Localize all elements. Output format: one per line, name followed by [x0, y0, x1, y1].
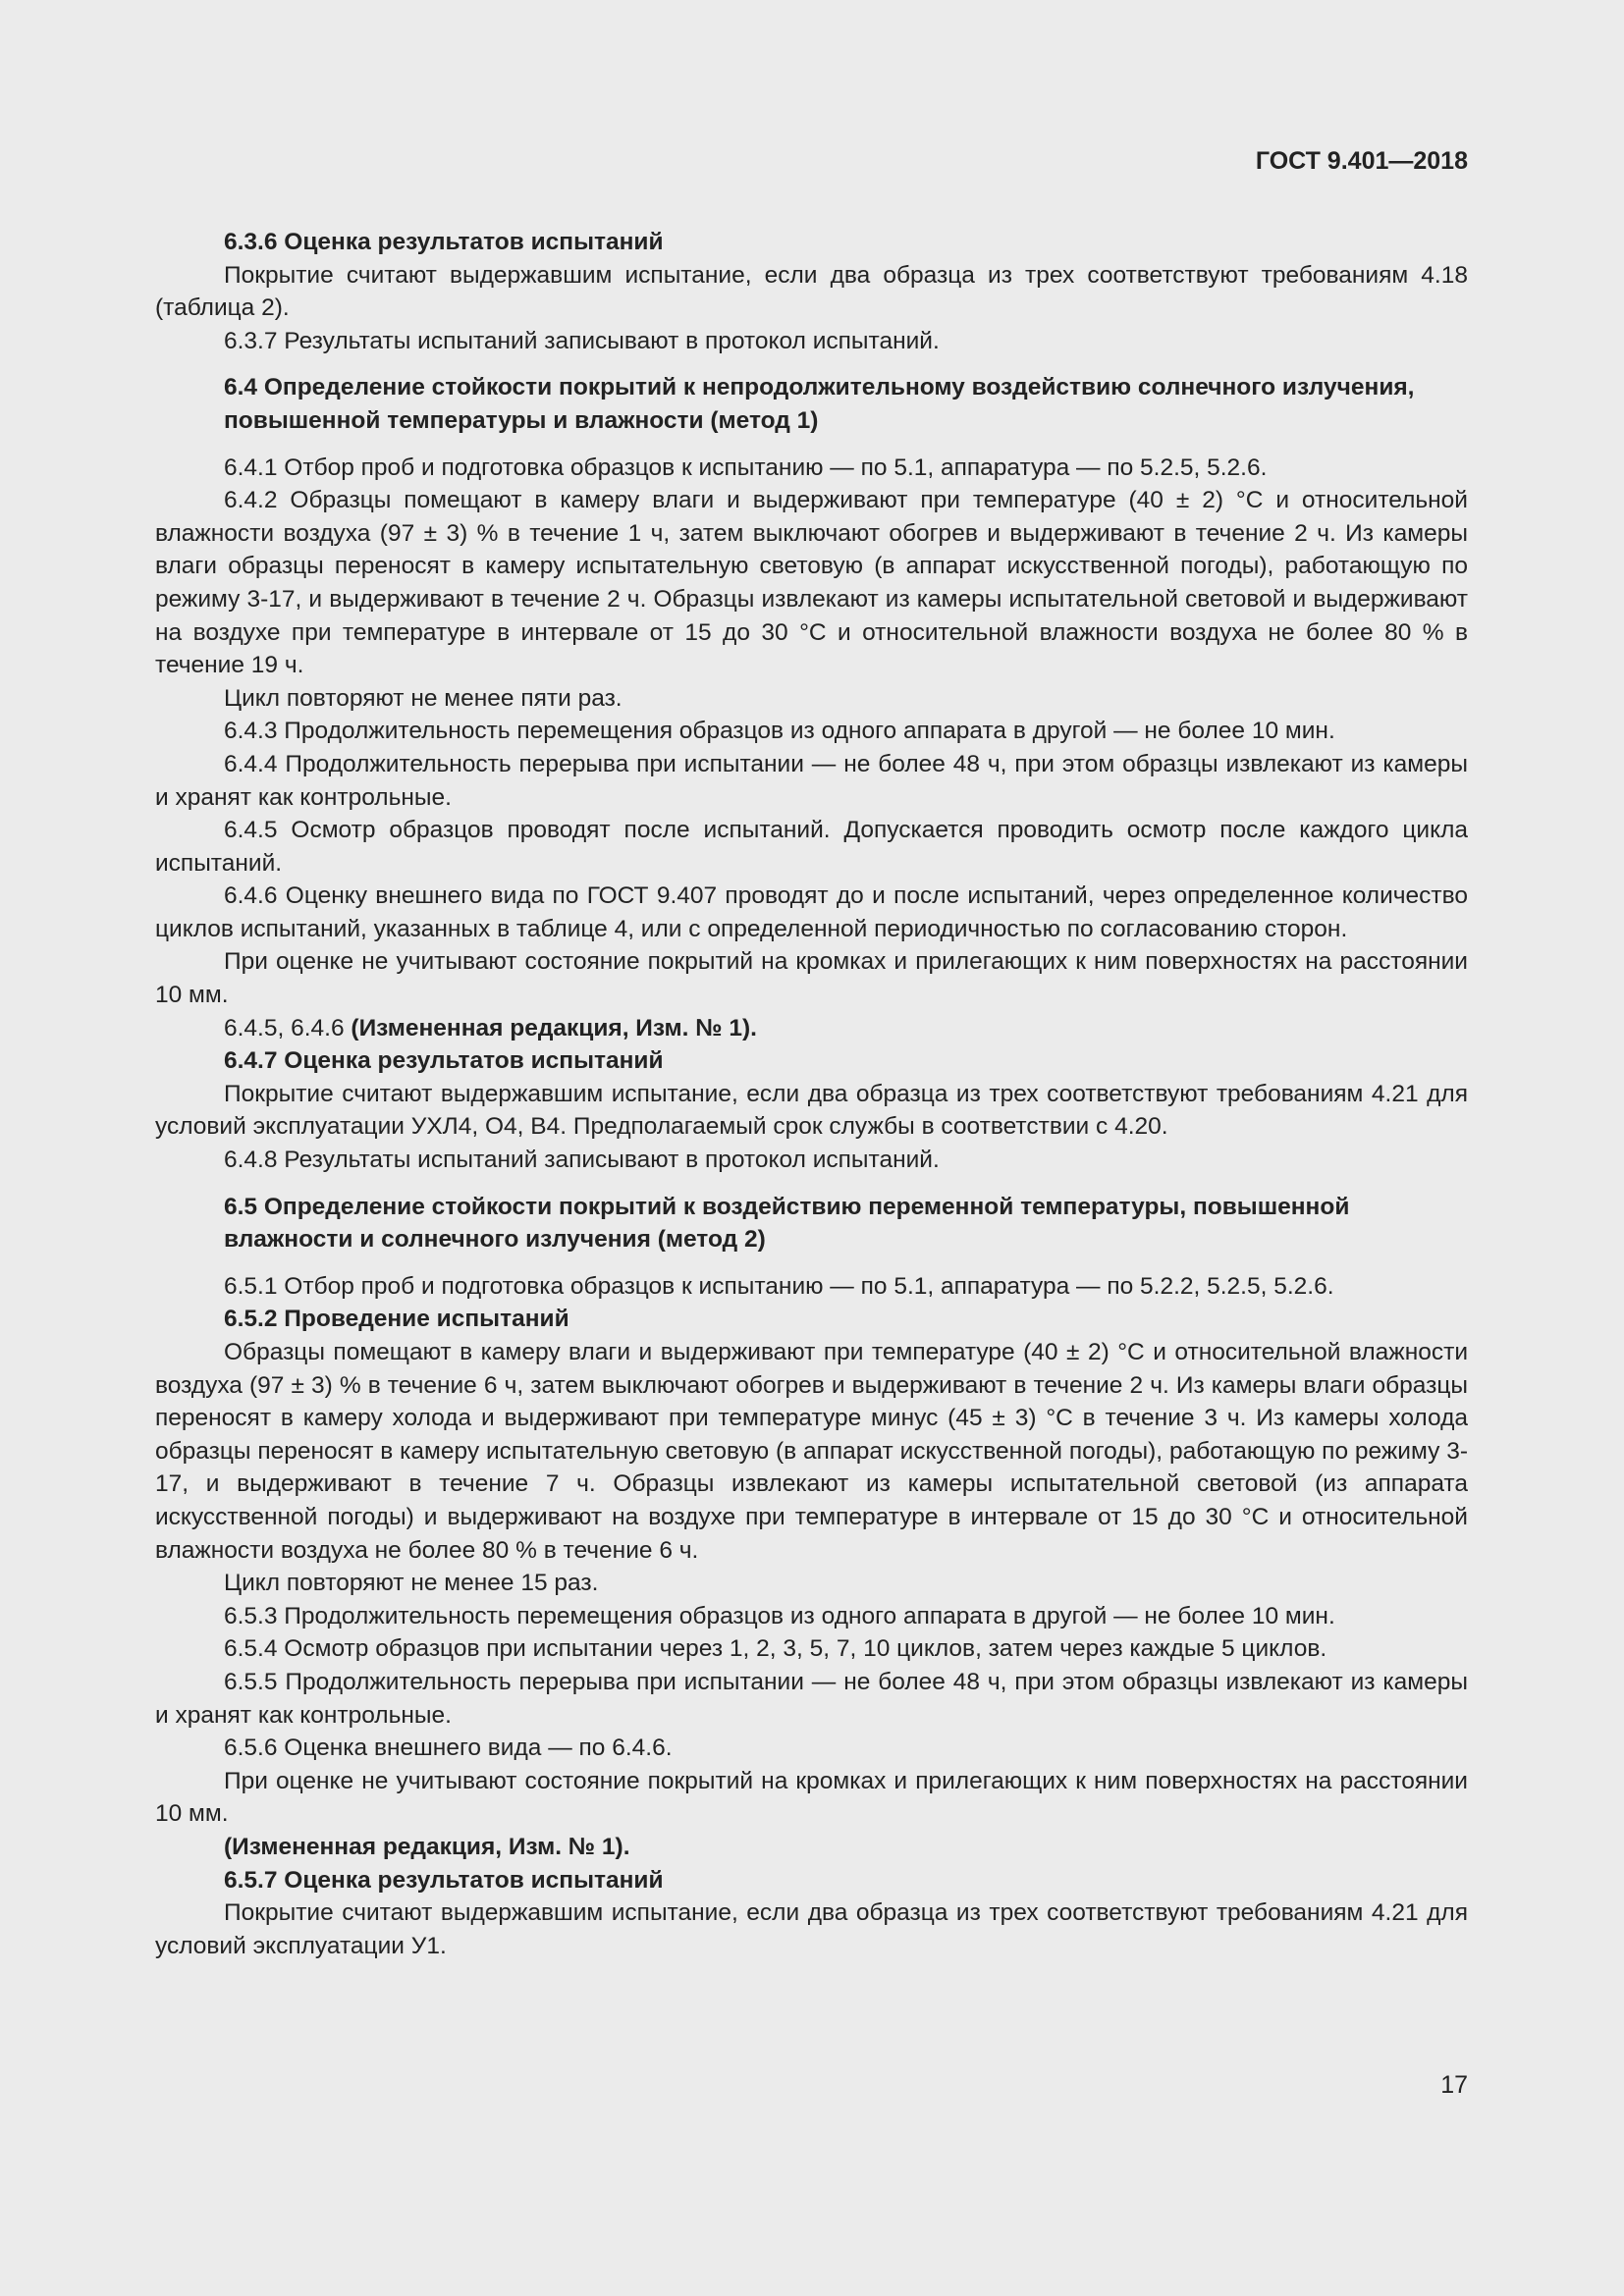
- paragraph: 6.4.5 Осмотр образцов проводят после испытаний. Допускается проводить осмотр после каждого цикла испытаний.: [155, 817, 1468, 877]
- paragraph: 6.5.1 Отбор проб и подготовка образцов к испытанию — по 5.1, аппаратура — по 5.2.2, 5.2.5, 5.2.6.: [224, 1272, 1334, 1300]
- spacer: [155, 1177, 1468, 1191]
- paragraph: 6.4.3 Продолжительность перемещения образцов из одного аппарата в другой — не более 10 мин.: [224, 718, 1335, 745]
- amendment-text: (Измененная редакция, Изм. № 1).: [351, 1014, 757, 1041]
- standard-code-header: ГОСТ 9.401—2018: [1255, 147, 1468, 175]
- paragraph: 6.5.6 Оценка внешнего вида — по 6.4.6.: [224, 1735, 673, 1762]
- amendment-note: [155, 1831, 1468, 1864]
- paragraph: Образцы помещают в камеру влаги и выдерживают при температуре (40 ± 2) °С и относительной влажности воздуха (97 ± 3) % в течение 6 ч, затем выключают обогрев и выдерживают в течение 2 ч. Из камеры влаги образцы переносят в камеру холода и выдерживают при температуре минус (45 ± 3) °С в течение 3 ч. Из камеры холода образцы переносят в камеру испытательную световую (в аппарат искусственной погоды), работающую по режиму 3-17, и выдерживают в течение 7 ч. Образцы извлекают из камеры испытательной световой (из аппарата искусственной погоды) и выдерживают на воздухе при температуре в интервале от 15 до 30 °С и относительной влажности воздуха не более 80 % в течение 6 ч.: [155, 1339, 1468, 1564]
- paragraph: 6.4.2 Образцы помещают в камеру влаги и выдерживают при температуре (40 ± 2) °С и относительной влажности воздуха (97 ± 3) % в течение 1 ч, затем выключают обогрев и выдерживают в течение 2 ч. Из камеры влаги образцы переносят в камеру испытательную световую (в аппарат искусственной погоды), работающую по режиму 3-17, и выдерживают в течение 2 ч. Образцы извлекают из камеры испытательной световой и выдерживают на воздухе при температуре в интервале от 15 до 30 °С и относительной влажности воздуха не более 80 % в течение 19 ч.: [155, 487, 1468, 679]
- paragraph: При оценке не учитывают состояние покрытий на кромках и прилегающих к ним поверхностях на расстоянии 10 мм.: [155, 948, 1468, 1009]
- paragraph: 6.4.6 Оценку внешнего вида по ГОСТ 9.407 проводят до и после испытаний, через определенное количество циклов испытаний, указанных в таблице 4, или с определенной периодичностью по согласованию сторон.: [155, 882, 1468, 942]
- paragraph: 6.5.4 Осмотр образцов при испытании через 1, 2, 3, 5, 7, 10 циклов, затем через каждые 5 циклов.: [224, 1635, 1327, 1663]
- subheading-6-3-6: 6.3.6 Оценка результатов испытаний: [224, 229, 664, 255]
- paragraph: Покрытие считают выдержавшим испытание, если два образца из трех соответствуют требованиям 4.21 для условий эксплуатации У1.: [155, 1899, 1468, 1959]
- paragraph: Покрытие считают выдержавшим испытание, если два образца из трех соответствуют требованиям 4.18 (таблица 2).: [155, 261, 1468, 322]
- paragraph: 6.4.1 Отбор проб и подготовка образцов к испытанию — по 5.1, аппаратура — по 5.2.5, 5.2.6.: [224, 454, 1268, 481]
- amendment-note: [155, 1012, 1468, 1045]
- amendment-text: (Измененная редакция, Изм. № 1).: [224, 1833, 630, 1860]
- paragraph: 6.4.8 Результаты испытаний записывают в протокол испытаний.: [224, 1147, 940, 1174]
- spacer: [155, 438, 1468, 452]
- paragraph: При оценке не учитывают состояние покрытий на кромках и прилегающих к ним поверхностях на расстоянии 10 мм.: [155, 1767, 1468, 1828]
- paragraph: Покрытие считают выдержавшим испытание, если два образца из трех соответствуют требованиям 4.21 для условий эксплуатации УХЛ4, О4, В4. Предполагаемый срок службы в соответствии с 4.20.: [155, 1080, 1468, 1141]
- paragraph: Цикл повторяют не менее пяти раз.: [224, 684, 623, 712]
- subheading-6-5-2: 6.5.2 Проведение испытаний: [224, 1306, 569, 1333]
- paragraph: 6.5.3 Продолжительность перемещения образцов из одного аппарата в другой — не более 10 мин.: [224, 1602, 1335, 1629]
- spacer: [155, 357, 1468, 371]
- paragraph: 6.4.4 Продолжительность перерыва при испытании — не более 48 ч, при этом образцы извлекают из камеры и хранят как контрольные.: [155, 750, 1468, 811]
- page-number: 17: [1440, 2071, 1468, 2099]
- paragraph: 6.5.5 Продолжительность перерыва при испытании — не более 48 ч, при этом образцы извлекают из камеры и хранят как контрольные.: [155, 1668, 1468, 1729]
- subheading-6-4-7: 6.4.7 Оценка результатов испытаний: [224, 1047, 664, 1075]
- paragraph: Цикл повторяют не менее 15 раз.: [224, 1570, 599, 1597]
- section-heading-6-4: 6.4 Определение стойкости покрытий к непродолжительному воздействию солнечного излучения, повышенной температуры и влажности (метод 1): [224, 374, 1415, 434]
- document-body: [155, 226, 1468, 1962]
- spacer: [155, 1256, 1468, 1270]
- subheading-6-5-7: 6.5.7 Оценка результатов испытаний: [224, 1866, 664, 1894]
- paragraph: 6.3.7 Результаты испытаний записывают в протокол испытаний.: [224, 327, 940, 354]
- section-heading-6-5: 6.5 Определение стойкости покрытий к воздействию переменной температуры, повышенной влажности и солнечного излучения (метод 2): [224, 1193, 1350, 1254]
- amendment-prefix: 6.4.5, 6.4.6: [224, 1014, 352, 1041]
